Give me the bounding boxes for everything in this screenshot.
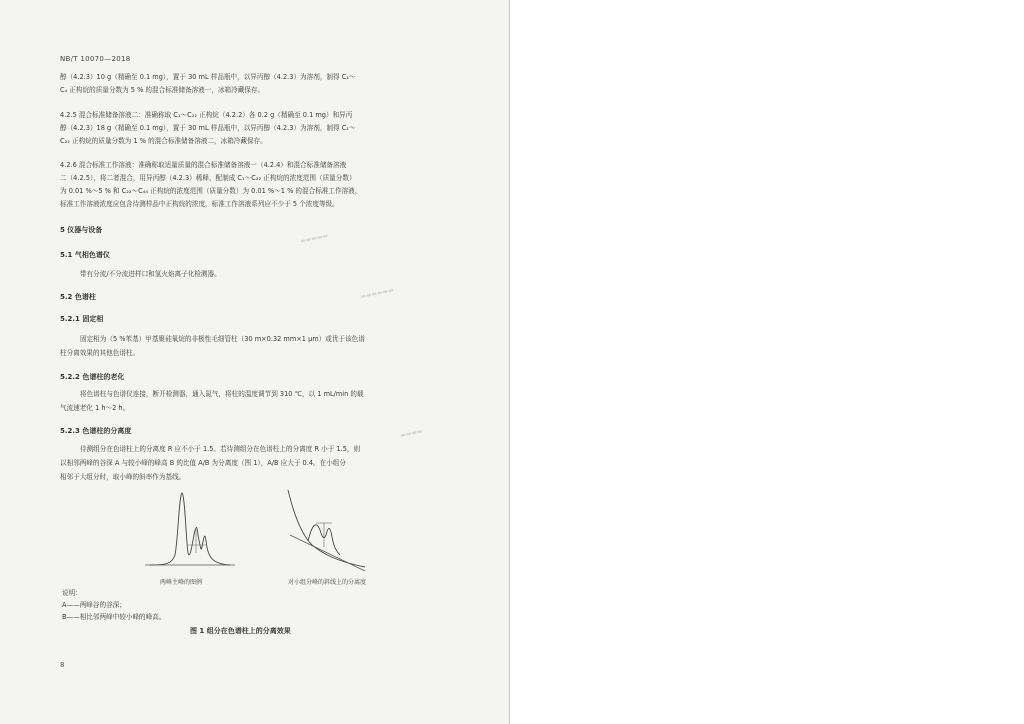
section-heading: 5 仪器与设备 (60, 226, 103, 234)
text-line: 柱分离效果的其他色谱柱。 (60, 349, 140, 357)
peak-curve (150, 493, 230, 565)
section-heading: 5.2.2 色谱柱的老化 (60, 373, 125, 381)
text-line: 4.2.5 混合标准储备溶液二：准确称取 C₁～C₂₂ 正构烷（4.2.2）各 0.2 g（精确至 0.1 mg）和异丙 (60, 111, 353, 119)
text-line: 标准工作溶液浓度应包含待测样品中正构烷的浓度，标准工作溶液系列应不少于 5 个浓度等级。 (60, 200, 339, 208)
chromatogram-tailing-figure (280, 485, 370, 575)
page-number: 8 (60, 661, 65, 669)
standard-number-header: NB/T 10070—2018 (60, 55, 131, 63)
text-line: 将色谱柱与色谱仪连接，断开检测器，通入氮气，将柱的温度调节到 310 ℃，以 1 mL/min 的载 (80, 390, 364, 398)
bleed-through-mark: ▬▬▬▬▬ (299, 232, 329, 245)
legend-item: B——相比邻两峰中较小峰的峰高。 (62, 613, 166, 621)
section-heading: 5.1 气相色谱仪 (60, 251, 110, 259)
text-line: 醇（4.2.3）18 g（精确至 0.1 mg），置于 30 mL 样品瓶中，以异丙醇（4.2.3）为溶剂，制得 C₁～ (60, 124, 356, 132)
text-line: 为 0.01 %～5 % 和 C₂₂～C₄₄ 正构烷的浓度范围（质量分数）为 0.01 %～1 % 的混合标准工作溶液， (60, 187, 362, 195)
chromatogram-two-peaks-figure (140, 485, 240, 575)
bleed-through-mark: ▬▬▬▬▬▬ (359, 286, 395, 301)
text-line: 相邻于大组分时，取小峰的斜率作为基线。 (60, 473, 186, 481)
section-heading: 5.2.3 色谱柱的分离度 (60, 427, 132, 435)
text-line: 以相邻两峰的谷深 A 与较小峰的峰高 B 的比值 A/B 为分离度（图 1），A/B 应大于 0.4。在小组分 (60, 459, 346, 467)
text-line: 醇（4.2.3）10 g（精确至 0.1 mg），置于 30 mL 样品瓶中，以异丙醇（4.2.3）为溶剂，制得 C₁～ (60, 73, 356, 81)
slope-baseline (290, 535, 365, 571)
text-line: C₄ 正构烷的质量分数为 5 % 的混合标准储备溶液一，冰箱冷藏保存。 (60, 86, 265, 94)
tailing-curve (288, 490, 365, 567)
section-heading: 5.2 色谱柱 (60, 293, 96, 301)
text-line: 4.2.6 混合标准工作溶液：准确称取适量质量的混合标准储备溶液一（4.2.4）和混合标准储备溶液 (60, 161, 347, 169)
figure-subcaption: 对小组分峰的斜线上的分离度 (288, 579, 367, 586)
figure-title: 图 1 组分在色谱柱上的分离效果 (190, 627, 291, 635)
figure-subcaption: 两峰主峰的图例 (160, 579, 203, 586)
text-line: 气流速老化 1 h～2 h。 (60, 404, 130, 412)
page-edge (509, 0, 510, 724)
legend-item: A——两峰谷的谷深； (62, 601, 126, 609)
text-line: 带有分流/不分流进样口和氢火焰离子化检测器。 (80, 270, 221, 278)
text-line: 固定相为（5 %苯基）甲基聚硅氧烷的非极性毛细管柱（30 m×0.32 mm×1 μm）或优于该色谱 (80, 335, 365, 343)
section-heading: 5.2.1 固定相 (60, 315, 104, 323)
bleed-through-mark: ▬▬▬▬ (399, 427, 424, 440)
text-line: 二（4.2.5），将二者混合，用异丙醇（4.2.3）稀释，配制成 C₁～C₂₂ 正构烷的浓度范围（质量分数） (60, 174, 356, 182)
text-line: 待测组分在色谱柱上的分离度 R 应不小于 1.5。若待测组分在色谱柱上的分离度 R 小于 1.5，则 (80, 445, 361, 453)
legend-title: 说明： (62, 589, 82, 597)
text-line: C₂₂ 正构烷的质量分数为 1 % 的混合标准储备溶液二，冰箱冷藏保存。 (60, 137, 267, 145)
